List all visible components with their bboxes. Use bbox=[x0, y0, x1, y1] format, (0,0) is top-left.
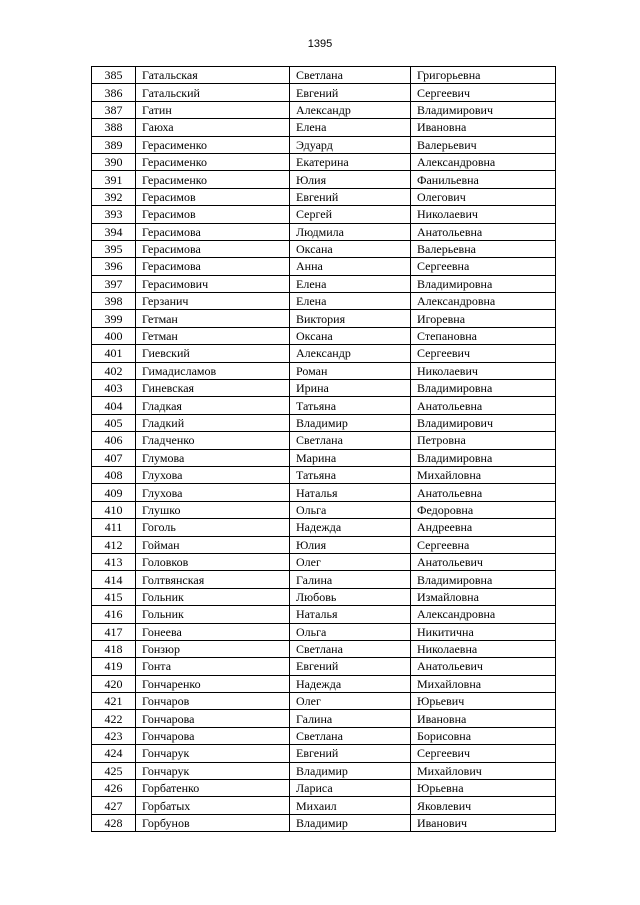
row-number-cell: 385 bbox=[92, 67, 136, 84]
first-name-cell: Владимир bbox=[290, 414, 411, 431]
row-number-cell: 389 bbox=[92, 136, 136, 153]
row-number-cell: 392 bbox=[92, 188, 136, 205]
patronymic-cell: Владимировна bbox=[411, 449, 556, 466]
patronymic-cell: Анатольевна bbox=[411, 484, 556, 501]
first-name-cell: Елена bbox=[290, 293, 411, 310]
first-name-cell: Владимир bbox=[290, 762, 411, 779]
patronymic-cell: Валерьевич bbox=[411, 136, 556, 153]
table-row bbox=[92, 797, 556, 814]
last-name-cell: Голтвянская bbox=[136, 571, 290, 588]
table-row bbox=[92, 693, 556, 710]
table-row bbox=[92, 84, 556, 101]
last-name-cell: Гатин bbox=[136, 101, 290, 118]
row-number-cell: 390 bbox=[92, 153, 136, 170]
first-name-cell: Юлия bbox=[290, 536, 411, 553]
patronymic-cell: Николаевна bbox=[411, 640, 556, 657]
patronymic-cell: Михайлович bbox=[411, 762, 556, 779]
first-name-cell: Светлана bbox=[290, 67, 411, 84]
table-row bbox=[92, 136, 556, 153]
patronymic-cell: Анатольевна bbox=[411, 223, 556, 240]
patronymic-cell: Борисовна bbox=[411, 727, 556, 744]
patronymic-cell: Сергеевич bbox=[411, 345, 556, 362]
patronymic-cell: Александровна bbox=[411, 293, 556, 310]
last-name-cell: Герзанич bbox=[136, 293, 290, 310]
last-name-cell: Горбатенко bbox=[136, 780, 290, 797]
first-name-cell: Ольга bbox=[290, 623, 411, 640]
table-row bbox=[92, 206, 556, 223]
first-name-cell: Галина bbox=[290, 710, 411, 727]
patronymic-cell: Федоровна bbox=[411, 501, 556, 518]
last-name-cell: Гонзюр bbox=[136, 640, 290, 657]
table-row bbox=[92, 519, 556, 536]
patronymic-cell: Владимировна bbox=[411, 380, 556, 397]
last-name-cell: Глумова bbox=[136, 449, 290, 466]
patronymic-cell: Измайловна bbox=[411, 588, 556, 605]
first-name-cell: Людмила bbox=[290, 223, 411, 240]
first-name-cell: Владимир bbox=[290, 814, 411, 831]
row-number-cell: 413 bbox=[92, 553, 136, 570]
row-number-cell: 412 bbox=[92, 536, 136, 553]
table-row bbox=[92, 240, 556, 257]
table-row bbox=[92, 762, 556, 779]
table-row bbox=[92, 606, 556, 623]
patronymic-cell: Валерьевна bbox=[411, 240, 556, 257]
first-name-cell: Евгений bbox=[290, 745, 411, 762]
first-name-cell: Сергей bbox=[290, 206, 411, 223]
first-name-cell: Светлана bbox=[290, 727, 411, 744]
first-name-cell: Евгений bbox=[290, 84, 411, 101]
table-row bbox=[92, 780, 556, 797]
last-name-cell: Гольник bbox=[136, 588, 290, 605]
row-number-cell: 386 bbox=[92, 84, 136, 101]
table-row bbox=[92, 397, 556, 414]
table-row bbox=[92, 223, 556, 240]
page-number: 1395 bbox=[307, 38, 333, 50]
first-name-cell: Татьяна bbox=[290, 397, 411, 414]
first-name-cell: Александр bbox=[290, 345, 411, 362]
first-name-cell: Надежда bbox=[290, 519, 411, 536]
row-number-cell: 387 bbox=[92, 101, 136, 118]
patronymic-cell: Николаевич bbox=[411, 362, 556, 379]
row-number-cell: 427 bbox=[92, 797, 136, 814]
row-number-cell: 425 bbox=[92, 762, 136, 779]
table-row bbox=[92, 623, 556, 640]
last-name-cell: Головков bbox=[136, 553, 290, 570]
first-name-cell: Михаил bbox=[290, 797, 411, 814]
row-number-cell: 393 bbox=[92, 206, 136, 223]
first-name-cell: Евгений bbox=[290, 188, 411, 205]
patronymic-cell: Фанильевна bbox=[411, 171, 556, 188]
table-row bbox=[92, 588, 556, 605]
patronymic-cell: Михайловна bbox=[411, 675, 556, 692]
row-number-cell: 411 bbox=[92, 519, 136, 536]
patronymic-cell: Яковлевич bbox=[411, 797, 556, 814]
table-row bbox=[92, 536, 556, 553]
table-row bbox=[92, 466, 556, 483]
first-name-cell: Надежда bbox=[290, 675, 411, 692]
patronymic-cell: Александровна bbox=[411, 153, 556, 170]
table-row bbox=[92, 310, 556, 327]
table-row bbox=[92, 449, 556, 466]
table-row bbox=[92, 362, 556, 379]
last-name-cell: Гонеева bbox=[136, 623, 290, 640]
patronymic-cell: Владимирович bbox=[411, 414, 556, 431]
patronymic-cell: Владимировна bbox=[411, 571, 556, 588]
last-name-cell: Глухова bbox=[136, 466, 290, 483]
table-row bbox=[92, 153, 556, 170]
last-name-cell: Герасимов bbox=[136, 206, 290, 223]
table-row bbox=[92, 119, 556, 136]
table-row bbox=[92, 658, 556, 675]
row-number-cell: 391 bbox=[92, 171, 136, 188]
first-name-cell: Анна bbox=[290, 258, 411, 275]
last-name-cell: Гонта bbox=[136, 658, 290, 675]
last-name-cell: Гетман bbox=[136, 310, 290, 327]
row-number-cell: 397 bbox=[92, 275, 136, 292]
row-number-cell: 394 bbox=[92, 223, 136, 240]
patronymic-cell: Сергеевич bbox=[411, 745, 556, 762]
last-name-cell: Герасименко bbox=[136, 171, 290, 188]
first-name-cell: Ольга bbox=[290, 501, 411, 518]
table-row bbox=[92, 675, 556, 692]
table-row bbox=[92, 553, 556, 570]
patronymic-cell: Ивановна bbox=[411, 119, 556, 136]
patronymic-cell: Михайловна bbox=[411, 466, 556, 483]
row-number-cell: 403 bbox=[92, 380, 136, 397]
row-number-cell: 417 bbox=[92, 623, 136, 640]
row-number-cell: 420 bbox=[92, 675, 136, 692]
row-number-cell: 388 bbox=[92, 119, 136, 136]
table-row bbox=[92, 814, 556, 831]
first-name-cell: Светлана bbox=[290, 432, 411, 449]
last-name-cell: Гончарова bbox=[136, 727, 290, 744]
patronymic-cell: Анатольевич bbox=[411, 553, 556, 570]
row-number-cell: 415 bbox=[92, 588, 136, 605]
row-number-cell: 424 bbox=[92, 745, 136, 762]
roster-table bbox=[91, 66, 556, 832]
first-name-cell: Олег bbox=[290, 693, 411, 710]
row-number-cell: 399 bbox=[92, 310, 136, 327]
table-row bbox=[92, 67, 556, 84]
table-row bbox=[92, 275, 556, 292]
patronymic-cell: Юрьевна bbox=[411, 780, 556, 797]
row-number-cell: 395 bbox=[92, 240, 136, 257]
last-name-cell: Гончарук bbox=[136, 762, 290, 779]
table-row bbox=[92, 501, 556, 518]
patronymic-cell: Сергеевна bbox=[411, 258, 556, 275]
last-name-cell: Глушко bbox=[136, 501, 290, 518]
table-row bbox=[92, 571, 556, 588]
first-name-cell: Татьяна bbox=[290, 466, 411, 483]
last-name-cell: Герасимова bbox=[136, 240, 290, 257]
first-name-cell: Ирина bbox=[290, 380, 411, 397]
row-number-cell: 408 bbox=[92, 466, 136, 483]
patronymic-cell: Николаевич bbox=[411, 206, 556, 223]
first-name-cell: Галина bbox=[290, 571, 411, 588]
first-name-cell: Евгений bbox=[290, 658, 411, 675]
table-row bbox=[92, 327, 556, 344]
table-row bbox=[92, 293, 556, 310]
row-number-cell: 401 bbox=[92, 345, 136, 362]
row-number-cell: 423 bbox=[92, 727, 136, 744]
first-name-cell: Марина bbox=[290, 449, 411, 466]
row-number-cell: 407 bbox=[92, 449, 136, 466]
last-name-cell: Глухова bbox=[136, 484, 290, 501]
last-name-cell: Гиевский bbox=[136, 345, 290, 362]
table-row bbox=[92, 345, 556, 362]
row-number-cell: 416 bbox=[92, 606, 136, 623]
patronymic-cell: Анатольевна bbox=[411, 397, 556, 414]
last-name-cell: Горбатых bbox=[136, 797, 290, 814]
first-name-cell: Юлия bbox=[290, 171, 411, 188]
patronymic-cell: Юрьевич bbox=[411, 693, 556, 710]
last-name-cell: Гаюха bbox=[136, 119, 290, 136]
last-name-cell: Герасимова bbox=[136, 223, 290, 240]
table-row bbox=[92, 101, 556, 118]
last-name-cell: Гойман bbox=[136, 536, 290, 553]
last-name-cell: Гоголь bbox=[136, 519, 290, 536]
table-row bbox=[92, 188, 556, 205]
row-number-cell: 404 bbox=[92, 397, 136, 414]
table-row bbox=[92, 380, 556, 397]
last-name-cell: Герасимов bbox=[136, 188, 290, 205]
last-name-cell: Герасимова bbox=[136, 258, 290, 275]
row-number-cell: 402 bbox=[92, 362, 136, 379]
patronymic-cell: Андреевна bbox=[411, 519, 556, 536]
first-name-cell: Эдуард bbox=[290, 136, 411, 153]
row-number-cell: 414 bbox=[92, 571, 136, 588]
first-name-cell: Оксана bbox=[290, 240, 411, 257]
first-name-cell: Роман bbox=[290, 362, 411, 379]
last-name-cell: Гладкая bbox=[136, 397, 290, 414]
row-number-cell: 400 bbox=[92, 327, 136, 344]
patronymic-cell: Анатольевич bbox=[411, 658, 556, 675]
last-name-cell: Гольник bbox=[136, 606, 290, 623]
row-number-cell: 398 bbox=[92, 293, 136, 310]
last-name-cell: Гладченко bbox=[136, 432, 290, 449]
patronymic-cell: Степановна bbox=[411, 327, 556, 344]
row-number-cell: 406 bbox=[92, 432, 136, 449]
first-name-cell: Елена bbox=[290, 119, 411, 136]
patronymic-cell: Ивановна bbox=[411, 710, 556, 727]
last-name-cell: Гончаров bbox=[136, 693, 290, 710]
last-name-cell: Гончарова bbox=[136, 710, 290, 727]
row-number-cell: 410 bbox=[92, 501, 136, 518]
first-name-cell: Виктория bbox=[290, 310, 411, 327]
last-name-cell: Герасименко bbox=[136, 153, 290, 170]
row-number-cell: 428 bbox=[92, 814, 136, 831]
roster-body bbox=[92, 67, 556, 832]
last-name-cell: Гатальская bbox=[136, 67, 290, 84]
first-name-cell: Оксана bbox=[290, 327, 411, 344]
first-name-cell: Олег bbox=[290, 553, 411, 570]
patronymic-cell: Сергеевна bbox=[411, 536, 556, 553]
patronymic-cell: Владимирович bbox=[411, 101, 556, 118]
patronymic-cell: Игоревна bbox=[411, 310, 556, 327]
row-number-cell: 419 bbox=[92, 658, 136, 675]
row-number-cell: 421 bbox=[92, 693, 136, 710]
last-name-cell: Горбунов bbox=[136, 814, 290, 831]
table-row bbox=[92, 484, 556, 501]
row-number-cell: 426 bbox=[92, 780, 136, 797]
first-name-cell: Александр bbox=[290, 101, 411, 118]
first-name-cell: Екатерина bbox=[290, 153, 411, 170]
table-row bbox=[92, 414, 556, 431]
table-row bbox=[92, 258, 556, 275]
patronymic-cell: Олегович bbox=[411, 188, 556, 205]
first-name-cell: Елена bbox=[290, 275, 411, 292]
last-name-cell: Гончаренко bbox=[136, 675, 290, 692]
first-name-cell: Лариса bbox=[290, 780, 411, 797]
patronymic-cell: Владимировна bbox=[411, 275, 556, 292]
last-name-cell: Гончарук bbox=[136, 745, 290, 762]
first-name-cell: Светлана bbox=[290, 640, 411, 657]
table-row bbox=[92, 710, 556, 727]
row-number-cell: 409 bbox=[92, 484, 136, 501]
last-name-cell: Гимадисламов bbox=[136, 362, 290, 379]
last-name-cell: Гладкий bbox=[136, 414, 290, 431]
table-row bbox=[92, 171, 556, 188]
row-number-cell: 422 bbox=[92, 710, 136, 727]
last-name-cell: Гиневская bbox=[136, 380, 290, 397]
first-name-cell: Наталья bbox=[290, 484, 411, 501]
last-name-cell: Гетман bbox=[136, 327, 290, 344]
patronymic-cell: Александровна bbox=[411, 606, 556, 623]
row-number-cell: 405 bbox=[92, 414, 136, 431]
last-name-cell: Гатальский bbox=[136, 84, 290, 101]
last-name-cell: Герасимович bbox=[136, 275, 290, 292]
last-name-cell: Герасименко bbox=[136, 136, 290, 153]
first-name-cell: Наталья bbox=[290, 606, 411, 623]
table-row bbox=[92, 745, 556, 762]
table-row bbox=[92, 727, 556, 744]
table-row bbox=[92, 640, 556, 657]
patronymic-cell: Григорьевна bbox=[411, 67, 556, 84]
table-row bbox=[92, 432, 556, 449]
patronymic-cell: Иванович bbox=[411, 814, 556, 831]
row-number-cell: 396 bbox=[92, 258, 136, 275]
first-name-cell: Любовь bbox=[290, 588, 411, 605]
patronymic-cell: Петровна bbox=[411, 432, 556, 449]
row-number-cell: 418 bbox=[92, 640, 136, 657]
patronymic-cell: Сергеевич bbox=[411, 84, 556, 101]
patronymic-cell: Никитична bbox=[411, 623, 556, 640]
